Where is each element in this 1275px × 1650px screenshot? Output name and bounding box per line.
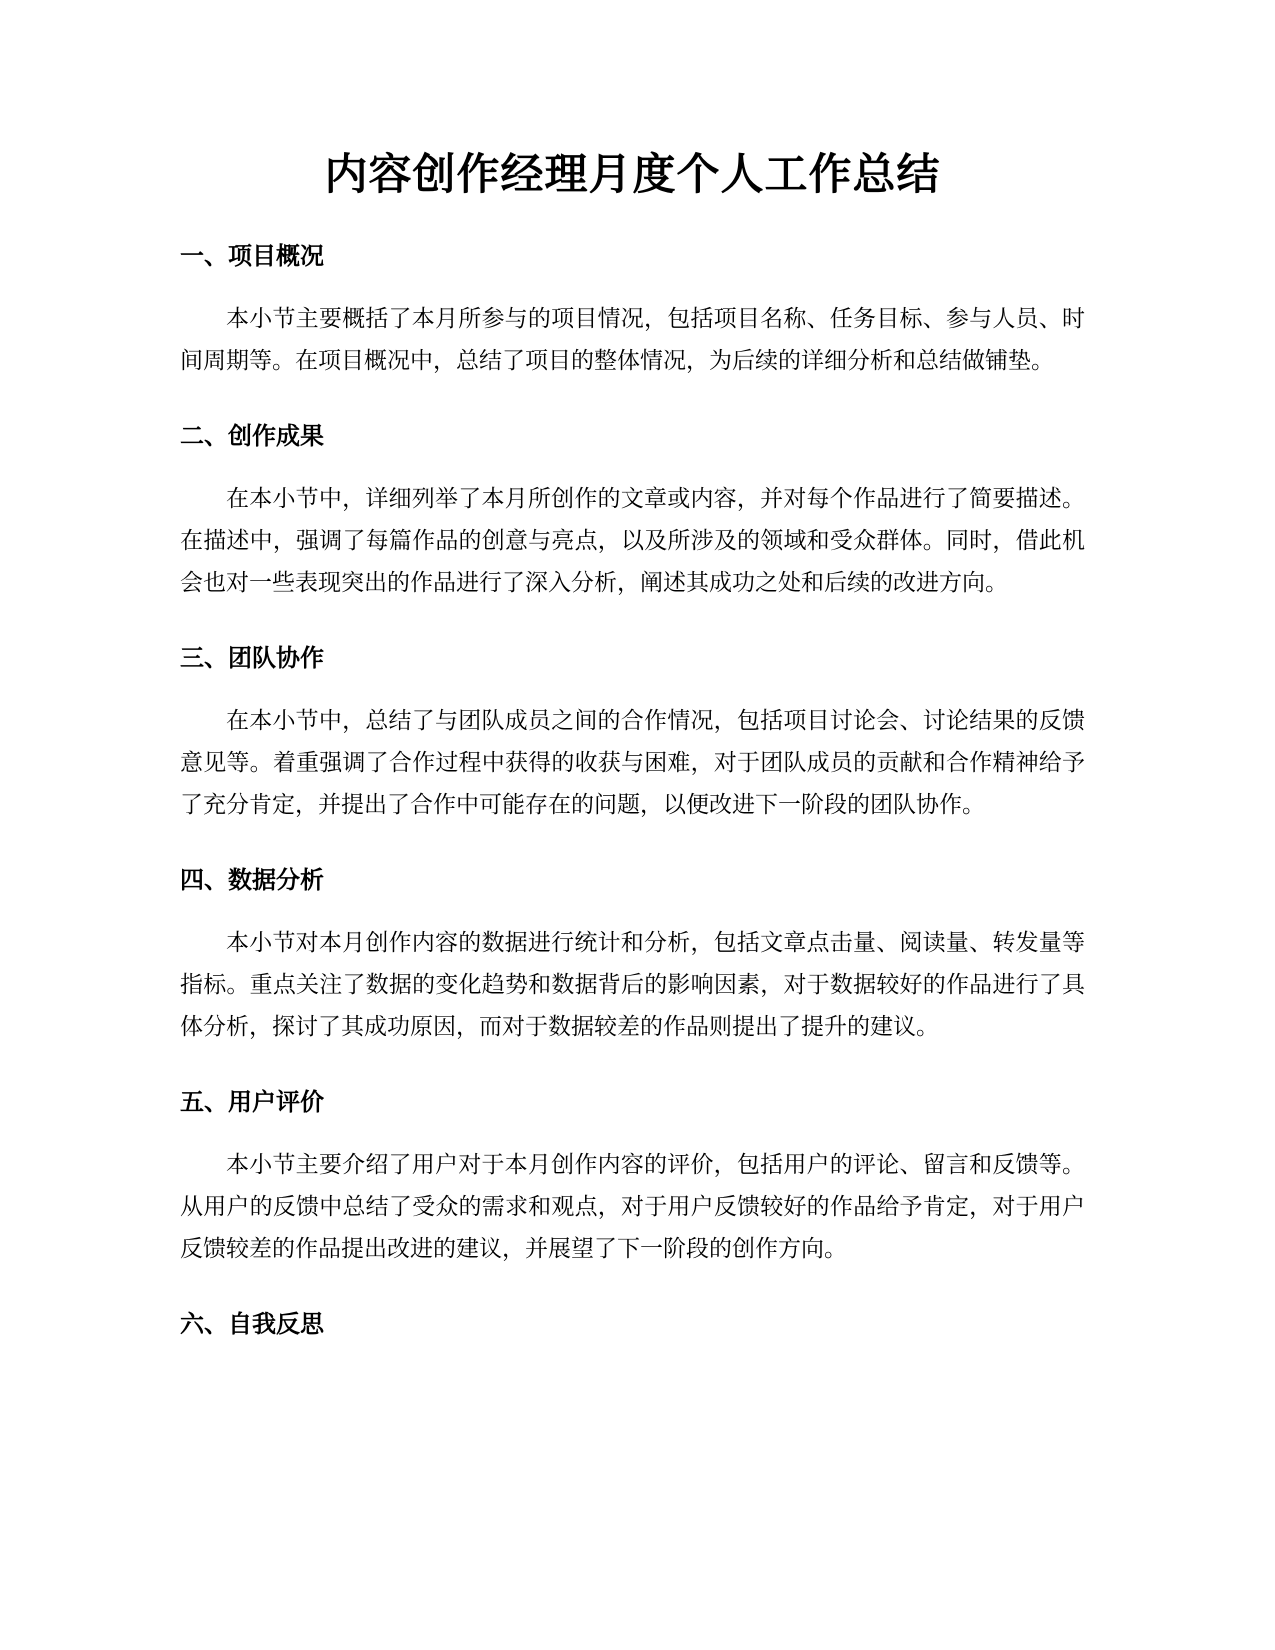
section-creative-results <box>180 418 1085 604</box>
section-heading: 三、团队协作 <box>180 644 324 672</box>
section-paragraph: 在本小节中，详细列举了本月所创作的文章或内容，并对每个作品进行了简要描述。在描述中，强调了每篇作品的创意与亮点，以及所涉及的领域和受众群体。同时，借此机会也对一些表现突出的作品进行了深入分析，阐述其成功之处和后续的改进方向。 <box>180 486 1085 596</box>
section-self-reflection <box>180 1306 1085 1342</box>
section-user-feedback <box>180 1084 1085 1270</box>
section-paragraph: 本小节对本月创作内容的数据进行统计和分析，包括文章点击量、阅读量、转发量等指标。重点关注了数据的变化趋势和数据背后的影响因素，对于数据较好的作品进行了具体分析，探讨了其成功原因，而对于数据较差的作品则提出了提升的建议。 <box>180 930 1085 1040</box>
section-paragraph: 在本小节中，总结了与团队成员之间的合作情况，包括项目讨论会、讨论结果的反馈意见等。着重强调了合作过程中获得的收获与困难，对于团队成员的贡献和合作精神给予了充分肯定，并提出了合作中可能存在的问题，以便改进下一阶段的团队协作。 <box>180 708 1085 818</box>
section-team-collaboration <box>180 640 1085 826</box>
section-paragraph: 本小节主要介绍了用户对于本月创作内容的评价，包括用户的评论、留言和反馈等。从用户的反馈中总结了受众的需求和观点，对于用户反馈较好的作品给予肯定，对于用户反馈较差的作品提出改进的建议，并展望了下一阶段的创作方向。 <box>180 1152 1085 1262</box>
section-heading: 二、创作成果 <box>180 422 324 450</box>
section-project-overview <box>180 238 1085 382</box>
section-heading: 一、项目概况 <box>180 242 324 270</box>
section-paragraph: 本小节主要概括了本月所参与的项目情况，包括项目名称、任务目标、参与人员、时间周期等。在项目概况中，总结了项目的整体情况，为后续的详细分析和总结做铺垫。 <box>180 306 1085 374</box>
section-heading: 五、用户评价 <box>180 1088 324 1116</box>
section-heading: 四、数据分析 <box>180 866 324 894</box>
section-heading: 六、自我反思 <box>180 1310 324 1338</box>
document-page <box>180 140 1085 1342</box>
document-title: 内容创作经理月度个人工作总结 <box>324 150 941 200</box>
section-data-analysis <box>180 862 1085 1048</box>
